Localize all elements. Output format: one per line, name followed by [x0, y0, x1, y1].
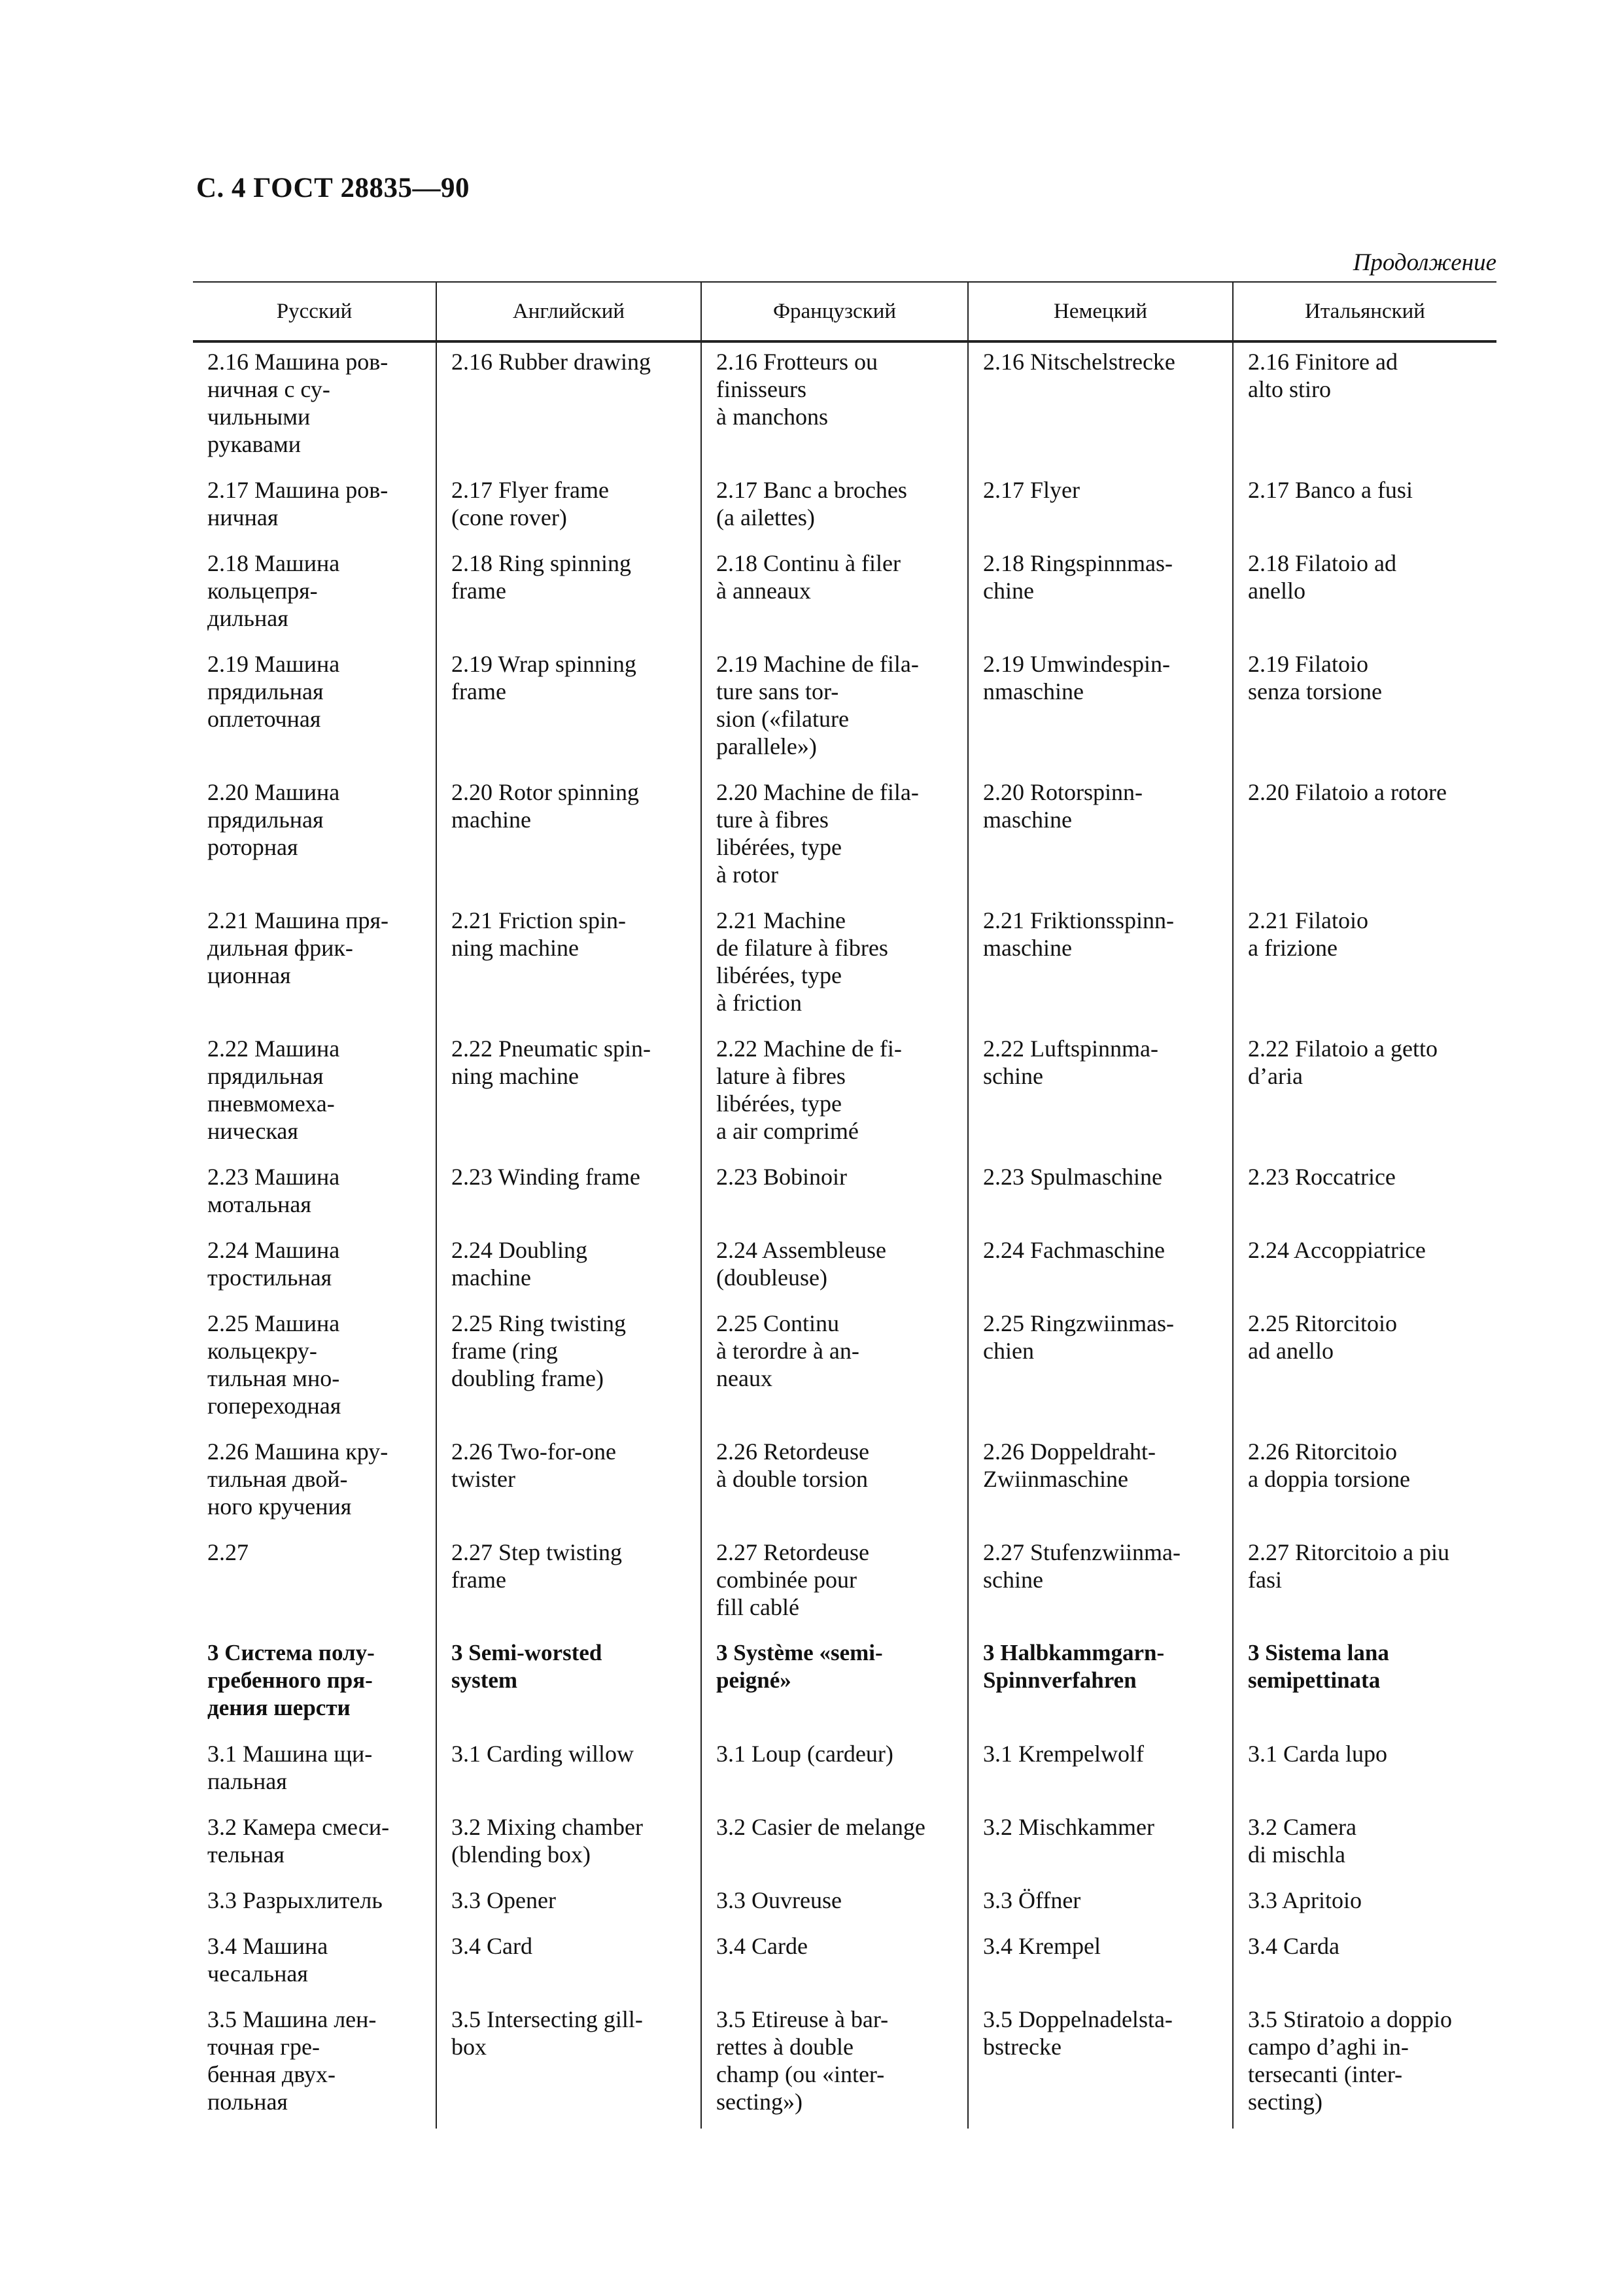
table-row: [193, 773, 1496, 901]
cell-french: 2.16 Frotteurs ou finisseurs à manchons: [701, 341, 968, 471]
cell-russian: 2.25 Машина кольцекру- тильная мно- гопереходная: [207, 1310, 341, 1419]
cell-italian: 2.22 Filatoio a getto d’aria: [1233, 1030, 1496, 1158]
cell-french: 3.3 Ouvreuse: [701, 1881, 968, 1927]
cell-russian: 3.5 Машина лен- точная гре- бенная двух- польная: [207, 2006, 377, 2115]
cell-russian: 2.16 Машина ров- ничная с су- чильными рукавами: [207, 349, 389, 457]
cell-french: 3.1 Loup (cardeur): [701, 1735, 968, 1808]
cell-german: 2.17 Flyer: [968, 471, 1233, 544]
column-header-french: Французский: [701, 282, 968, 341]
cell-italian: 3.1 Carda lupo: [1233, 1735, 1496, 1808]
cell-russian: 2.23 Машина мотальная: [207, 1164, 340, 1217]
cell-italian: 2.17 Banco a fusi: [1233, 471, 1496, 544]
cell-russian: 2.21 Машина пря- дильная фрик- ционная: [207, 907, 389, 988]
column-header-russian: Русский: [193, 282, 436, 341]
cell-german: 3.3 Öffner: [968, 1881, 1233, 1927]
cell-german: 2.19 Umwindespin- nmaschine: [968, 645, 1233, 773]
cell-english: 2.21 Friction spin- ning machine: [436, 901, 701, 1030]
cell-english: 3.5 Intersecting gill- box: [436, 2000, 701, 2129]
cell-french: 3.4 Carde: [701, 1927, 968, 2000]
table-row: [193, 1304, 1496, 1433]
cell-english: 2.16 Rubber drawing: [436, 341, 701, 471]
page-header: С. 4 ГОСТ 28835—90: [196, 173, 470, 203]
cell-french: 2.22 Machine de fi- lature à fibres libérées, type a air comprimé: [701, 1030, 968, 1158]
table-row: [193, 1808, 1496, 1881]
cell-italian: 3.4 Carda: [1233, 1927, 1496, 2000]
cell-english: 2.24 Doubling machine: [436, 1231, 701, 1304]
cell-french: 2.20 Machine de fila- ture à fibres libérées, type à rotor: [701, 773, 968, 901]
cell-italian: 2.19 Filatoio senza torsione: [1233, 645, 1496, 773]
cell-german: 2.24 Fachmaschine: [968, 1231, 1233, 1304]
table-row: [193, 2000, 1496, 2129]
cell-english: 2.18 Ring spinning frame: [436, 544, 701, 645]
cell-german: 2.20 Rotorspinn- maschine: [968, 773, 1233, 901]
cell-german: 3.1 Krempelwolf: [968, 1735, 1233, 1808]
cell-english: 3.3 Opener: [436, 1881, 701, 1927]
table-row: [193, 645, 1496, 773]
cell-english: 3 Semi-worsted system: [436, 1634, 701, 1735]
cell-english: 2.27 Step twisting frame: [436, 1533, 701, 1634]
table-row: [193, 1158, 1496, 1231]
section-heading-row: [193, 1634, 1496, 1735]
cell-russian: 2.26 Машина кру- тильная двой- ного кручения: [207, 1438, 389, 1520]
cell-german: 2.25 Ringzwiinmas- chien: [968, 1304, 1233, 1433]
cell-english: 2.23 Winding frame: [436, 1158, 701, 1231]
cell-russian: 3.4 Машина чесальная: [207, 1933, 328, 1987]
cell-german: 3.5 Doppelnadelsta- bstrecke: [968, 2000, 1233, 2129]
cell-russian: 2.27: [207, 1539, 249, 1565]
cell-english: 2.22 Pneumatic spin- ning machine: [436, 1030, 701, 1158]
continuation-label: Продолжение: [1353, 249, 1496, 276]
cell-english: 2.19 Wrap spinning frame: [436, 645, 701, 773]
cell-russian: 3.1 Машина щи- пальная: [207, 1741, 373, 1794]
cell-russian: 2.17 Машина ров- ничная: [207, 477, 389, 531]
cell-italian: 2.25 Ritorcitoio ad anello: [1233, 1304, 1496, 1433]
cell-french: 2.21 Machine de filature à fibres libérées, type à friction: [701, 901, 968, 1030]
table-row: [193, 1881, 1496, 1927]
cell-german: 2.22 Luftspinnma- schine: [968, 1030, 1233, 1158]
table-row: [193, 901, 1496, 1030]
cell-french: 2.23 Bobinoir: [701, 1158, 968, 1231]
cell-italian: 2.16 Finitore ad alto stiro: [1233, 341, 1496, 471]
cell-german: 2.26 Doppeldraht- Zwiinmaschine: [968, 1433, 1233, 1533]
cell-german: 2.27 Stufenzwiinma- schine: [968, 1533, 1233, 1634]
table-row: [193, 1433, 1496, 1533]
table-row: [193, 1533, 1496, 1634]
cell-german: 2.21 Friktionsspinn- maschine: [968, 901, 1233, 1030]
table-row: [193, 1735, 1496, 1808]
cell-german: 3.4 Krempel: [968, 1927, 1233, 2000]
cell-french: 3.5 Etireuse à bar- rettes à double champ (ou «inter- secting»): [701, 2000, 968, 2129]
cell-french: 2.17 Banc a broches (a ailettes): [701, 471, 968, 544]
cell-german: 2.16 Nitschelstrecke: [968, 341, 1233, 471]
cell-russian: 2.18 Машина кольцепря- дильная: [207, 550, 340, 631]
cell-english: 2.17 Flyer frame (cone rover): [436, 471, 701, 544]
cell-french: 2.18 Continu à filer à anneaux: [701, 544, 968, 645]
cell-russian: 2.22 Машина прядильная пневмомеха- ническая: [207, 1035, 340, 1144]
cell-english: 2.25 Ring twisting frame (ring doubling frame): [436, 1304, 701, 1433]
cell-english: 2.20 Rotor spinning machine: [436, 773, 701, 901]
cell-french: 2.25 Continu à terordre à an- neaux: [701, 1304, 968, 1433]
cell-russian: 3.3 Разрыхлитель: [207, 1887, 383, 1913]
cell-italian: 2.24 Accoppiatrice: [1233, 1231, 1496, 1304]
cell-italian: 3 Sistema lana semipettinata: [1233, 1634, 1496, 1735]
cell-russian: 2.19 Машина прядильная оплеточная: [207, 651, 340, 732]
column-header-german: Немецкий: [968, 282, 1233, 341]
table-row: [193, 1231, 1496, 1304]
column-header-english: Английский: [436, 282, 701, 341]
cell-french: 2.24 Assembleuse (doubleuse): [701, 1231, 968, 1304]
cell-german: 2.18 Ringspinnmas- chine: [968, 544, 1233, 645]
cell-russian: 2.20 Машина прядильная роторная: [207, 779, 340, 860]
cell-italian: 3.5 Stiratoio a doppio campo d’aghi in- tersecanti (inter- secting): [1233, 2000, 1496, 2129]
cell-english: 3.1 Carding willow: [436, 1735, 701, 1808]
cell-italian: 2.18 Filatoio ad anello: [1233, 544, 1496, 645]
cell-english: 3.4 Card: [436, 1927, 701, 2000]
table-row: [193, 1927, 1496, 2000]
table-header-row: [193, 282, 1496, 341]
cell-french: 3.2 Casier de melange: [701, 1808, 968, 1881]
cell-russian: 2.24 Машина тростильная: [207, 1237, 340, 1291]
cell-german: 3 Halbkammgarn- Spinnverfahren: [968, 1634, 1233, 1735]
column-header-italian: Итальянский: [1233, 282, 1496, 341]
cell-italian: 2.27 Ritorcitoio a piu fasi: [1233, 1533, 1496, 1634]
table-row: [193, 544, 1496, 645]
cell-italian: 2.26 Ritorcitoio a doppia torsione: [1233, 1433, 1496, 1533]
table-row: [193, 341, 1496, 471]
cell-french: 3 Système «semi- peigné»: [701, 1634, 968, 1735]
cell-german: 2.23 Spulmaschine: [968, 1158, 1233, 1231]
terms-table: [193, 281, 1496, 2129]
table-row: [193, 1030, 1496, 1158]
cell-french: 2.26 Retordeuse à double torsion: [701, 1433, 968, 1533]
cell-english: 3.2 Mixing chamber (blending box): [436, 1808, 701, 1881]
cell-italian: 2.21 Filatoio a frizione: [1233, 901, 1496, 1030]
cell-italian: 2.20 Filatoio a rotore: [1233, 773, 1496, 901]
cell-french: 2.19 Machine de fila- ture sans tor- sion («filature parallele»): [701, 645, 968, 773]
cell-italian: 2.23 Roccatrice: [1233, 1158, 1496, 1231]
cell-english: 2.26 Two-for-one twister: [436, 1433, 701, 1533]
cell-italian: 3.3 Apritoio: [1233, 1881, 1496, 1927]
cell-russian: 3 Система полу- гребенного пря- дения шерсти: [207, 1640, 375, 1720]
cell-italian: 3.2 Camera di mischla: [1233, 1808, 1496, 1881]
cell-french: 2.27 Retordeuse combinée pour fill cablé: [701, 1533, 968, 1634]
cell-german: 3.2 Mischkammer: [968, 1808, 1233, 1881]
cell-russian: 3.2 Камера смеси- тельная: [207, 1814, 390, 1868]
table-row: [193, 471, 1496, 544]
